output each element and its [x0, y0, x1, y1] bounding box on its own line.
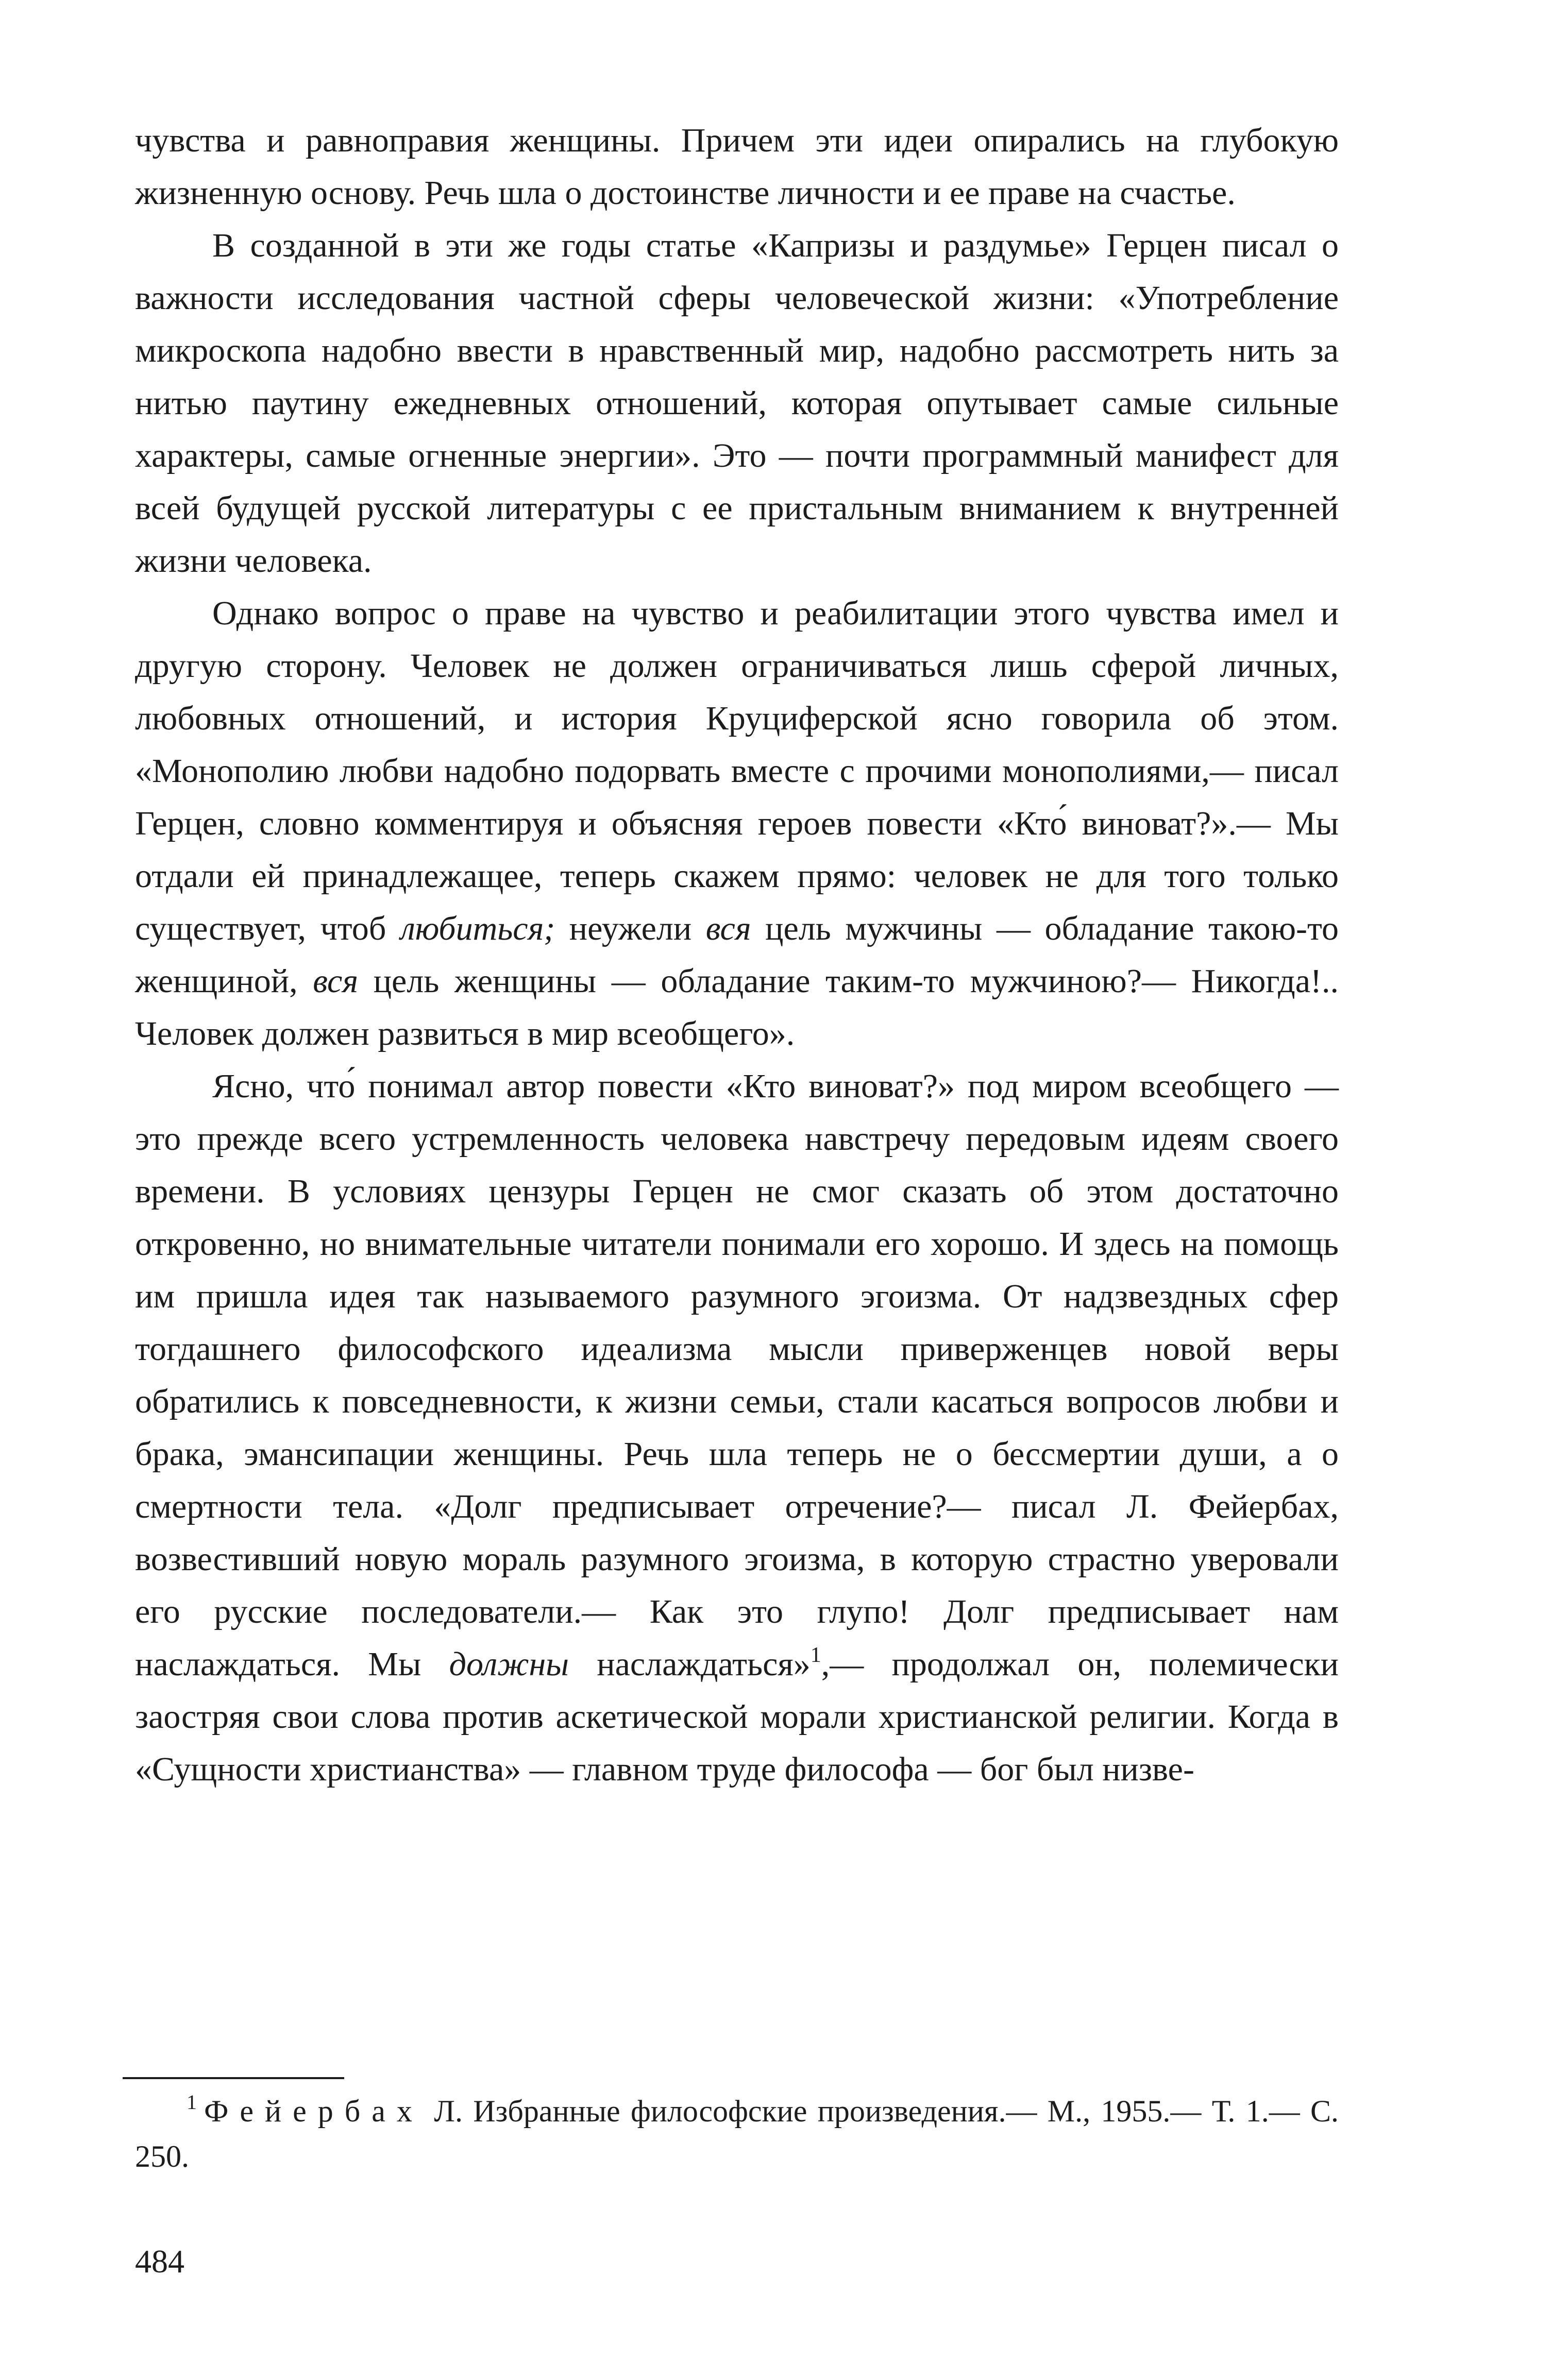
- italic-emphasis: вся: [313, 962, 359, 1000]
- paragraph-text: неужели: [555, 910, 706, 947]
- footnote-author-initial: Л.: [434, 2094, 463, 2128]
- paragraph-text: Ясно, что́ понимал автор повести «Кто виноват?» под миром всеобщего — это прежде всего устремленность человека навстречу передовым идеям своего времени. В условиях цензуры Герцен не смог сказать об этом достаточно откровенно, но внимательные читатели понимали его хорошо. И здесь на помощь им пришла идея так называемого разумного эгоизма. От надзвездных сфер тогдашнего философского идеализма мысли приверженцев новой веры обратились к повседневности, к жизни семьи, стали касаться вопросов любви и брака, эмансипации женщины. Речь шла теперь не о бессмертии души, а о смертности тела. «Долг предписывает отречение?— писал Л. Фейербах, возвестивший новую мораль разумного эгоизма, в которую страстно уверовали его русские последователи.— Как это глупо! Долг предписывает нам наслаждаться. Мы: [135, 1067, 1339, 1683]
- footnote-text: Избранные философские произведения.— М., 1955.— Т. 1.— С. 250.: [135, 2094, 1339, 2173]
- footnote-divider: [123, 2077, 344, 2079]
- paragraph-text: цель мужчины — обладание такою-то женщиной,: [135, 910, 1339, 1000]
- footnote-reference[interactable]: 1: [810, 1643, 821, 1667]
- paragraph-egoism: [135, 1060, 1339, 1796]
- footnote-author: Фейербах: [204, 2094, 424, 2128]
- italic-emphasis: вся: [705, 910, 751, 947]
- paragraph-text: цель женщины — обладание таким-то мужчиною?— Никогда!.. Человек должен развиться в мир всеобщего».: [135, 962, 1339, 1052]
- italic-emphasis: должны: [449, 1645, 569, 1683]
- paragraph-text: Однако вопрос о праве на чувство и реабилитации этого чувства имел и другую сторону. Человек не должен ограничиваться лишь сферой личных, любовных отношений, и история Круциферской ясно говорила об этом. «Монополию любви надобно подорвать вместе с прочими монополиями,— писал Герцен, словно комментируя и объясняя героев повести «Кто́ виноват?».— Мы отдали ей принадлежащее, теперь скажем прямо: человек не для того только существует, чтоб: [135, 594, 1339, 947]
- page-number: 484: [135, 2243, 184, 2280]
- paragraph-text: наслаждаться»: [568, 1645, 811, 1683]
- footnote: 1 Фейербах Л. Избранные философские произведения.— М., 1955.— Т. 1.— С. 250.: [135, 2090, 1339, 2173]
- paragraph-monopoly: [135, 587, 1339, 1060]
- paragraph-caprices: [135, 219, 1339, 587]
- italic-emphasis: любиться;: [400, 910, 555, 947]
- paragraph-text: чувства и равноправия женщины. Причем эти идеи опирались на глубокую жизненную основу. Речь шла о достоинстве личности и ее праве на счастье.: [135, 122, 1339, 212]
- paragraph-continuation: [135, 114, 1339, 219]
- paragraph-text: ,— продолжал он, полемически заостряя свои слова против аскетической морали христианской религии. Когда в «Сущности христианства» — главном труде философа — бог был низве-: [135, 1645, 1339, 1788]
- main-text: [135, 114, 1339, 1796]
- paragraph-text: В созданной в эти же годы статье «Капризы и раздумье» Герцен писал о важности исследования частной сферы человеческой жизни: «Употребление микроскопа надобно ввести в нравственный мир, надобно рассмотреть нить за нитью паутину ежедневных отношений, которая опутывает самые сильные характеры, самые огненные энергии». Это — почти программный манифест для всей будущей русской литературы с ее пристальным вниманием к внутренней жизни человека.: [135, 227, 1339, 580]
